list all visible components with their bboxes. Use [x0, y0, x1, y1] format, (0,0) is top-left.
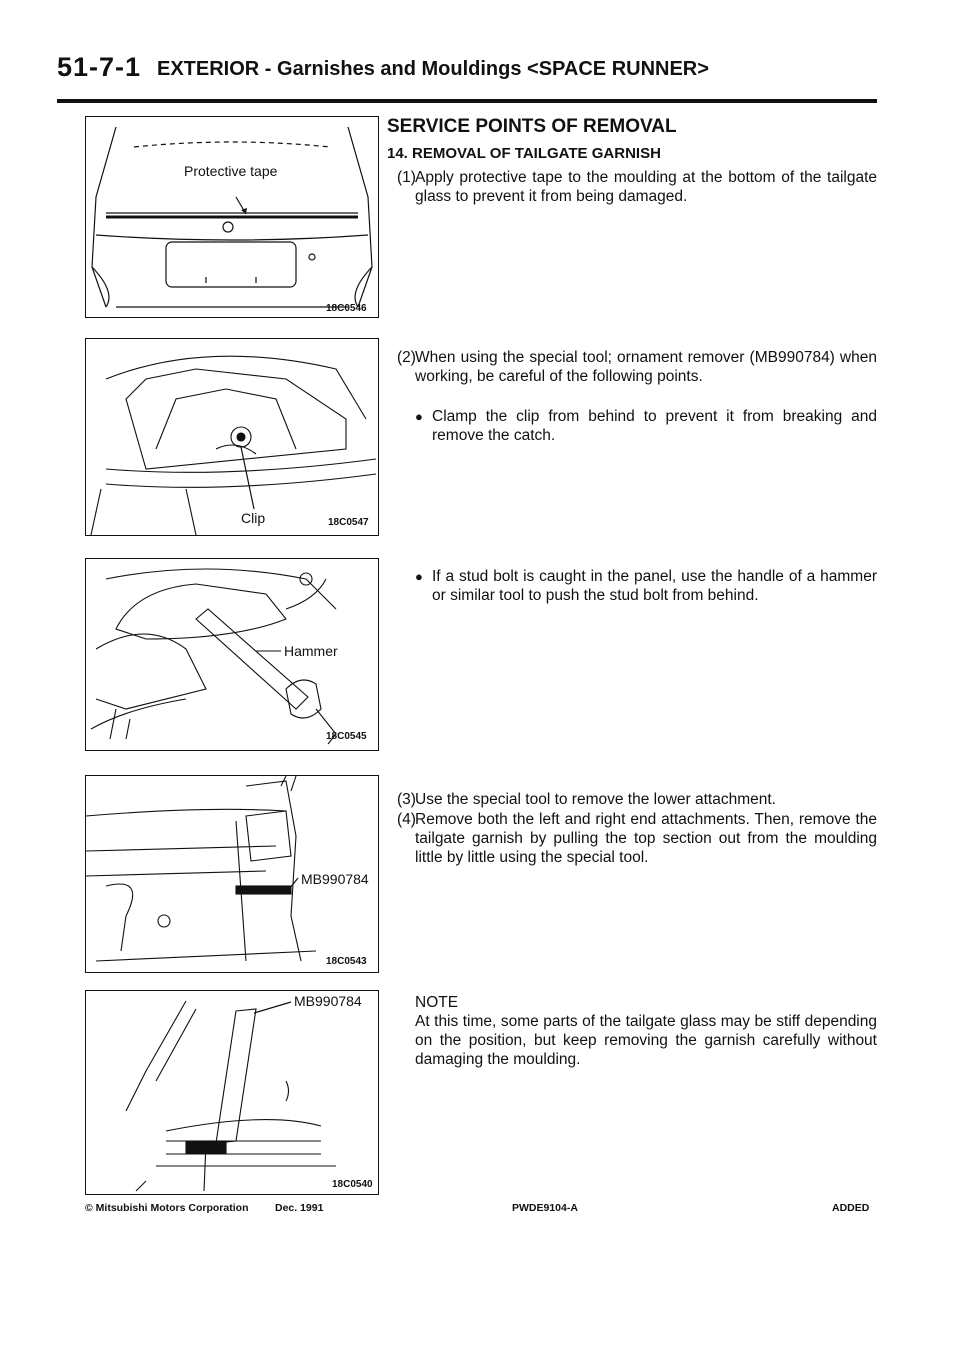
figure-label-protective-tape: Protective tape — [184, 163, 278, 179]
bullet-text: Clamp the clip from behind to prevent it from breaking and remove the catch. — [432, 408, 877, 444]
step-4 — [397, 810, 887, 888]
figure-label-mb990784: MB990784 — [294, 993, 362, 1009]
section-heading: SERVICE POINTS OF REMOVAL — [387, 116, 677, 137]
ornament-remover-illustration — [86, 991, 378, 1194]
clip-illustration — [86, 339, 378, 535]
step-number: (3) — [397, 791, 416, 808]
page-header — [57, 52, 877, 96]
step-number: (1) — [397, 169, 416, 186]
bullet-2 — [397, 567, 887, 625]
figure-label-clip: Clip — [241, 510, 266, 526]
footer-copyright: © Mitsubishi Motors Corporation — [85, 1202, 249, 1214]
header-rule — [57, 99, 877, 103]
figure-code: 18C0543 — [326, 956, 367, 967]
figure-protective-tape — [85, 116, 379, 318]
step-text: Remove both the left and right end attachments. Then, remove the tailgate garnish by pulling the top section out from the moulding little by little using the special tool. — [415, 811, 877, 866]
note-text: At this time, some parts of the tailgate glass may be stiff depending on the position, but keep removing the garnish carefully without damaging the moulding. — [415, 1013, 877, 1068]
bullet-icon: ● — [415, 569, 423, 584]
footer-doc-code: PWDE9104-A — [512, 1202, 578, 1214]
step-3 — [397, 790, 887, 810]
step-text: Use the special tool to remove the lower attachment. — [415, 791, 776, 808]
step-2 — [397, 348, 887, 406]
page-number: 51-7-1 — [57, 52, 142, 82]
bullet-text: If a stud bolt is caught in the panel, use the handle of a hammer or similar tool to push the stud bolt from behind. — [432, 568, 877, 604]
figure-clip — [85, 338, 379, 536]
page-title: EXTERIOR - Garnishes and Mouldings <SPACE RUNNER> — [157, 58, 709, 80]
figure-hammer — [85, 558, 379, 751]
bullet-icon: ● — [415, 409, 423, 424]
figure-label-mb990784: MB990784 — [301, 871, 369, 887]
step-number: (4) — [397, 811, 416, 828]
figure-code: 18C0547 — [328, 517, 369, 528]
step-text: When using the special tool; ornament remover (MB990784) when working, be careful of the following points. — [415, 349, 877, 385]
note-label: NOTE — [415, 994, 459, 1011]
bullet-1 — [397, 407, 887, 447]
figure-label-hammer: Hammer — [284, 643, 338, 659]
footer-status: ADDED — [832, 1202, 870, 1214]
step-number: (2) — [397, 349, 416, 366]
figure-code: 18C0540 — [332, 1179, 373, 1190]
figure-ornament-remover-lower — [85, 775, 379, 973]
tailgate-illustration — [86, 117, 378, 317]
figure-code: 18C0545 — [326, 731, 367, 742]
figure-code: 18C0546 — [326, 303, 367, 314]
footer-date: Dec. 1991 — [275, 1202, 324, 1214]
step-1 — [397, 168, 887, 208]
figure-ornament-remover-upper — [85, 990, 379, 1195]
sub-heading: 14. REMOVAL OF TAILGATE GARNISH — [387, 145, 661, 162]
step-text: Apply protective tape to the moulding at the bottom of the tailgate glass to prevent it from being damaged. — [415, 169, 877, 205]
